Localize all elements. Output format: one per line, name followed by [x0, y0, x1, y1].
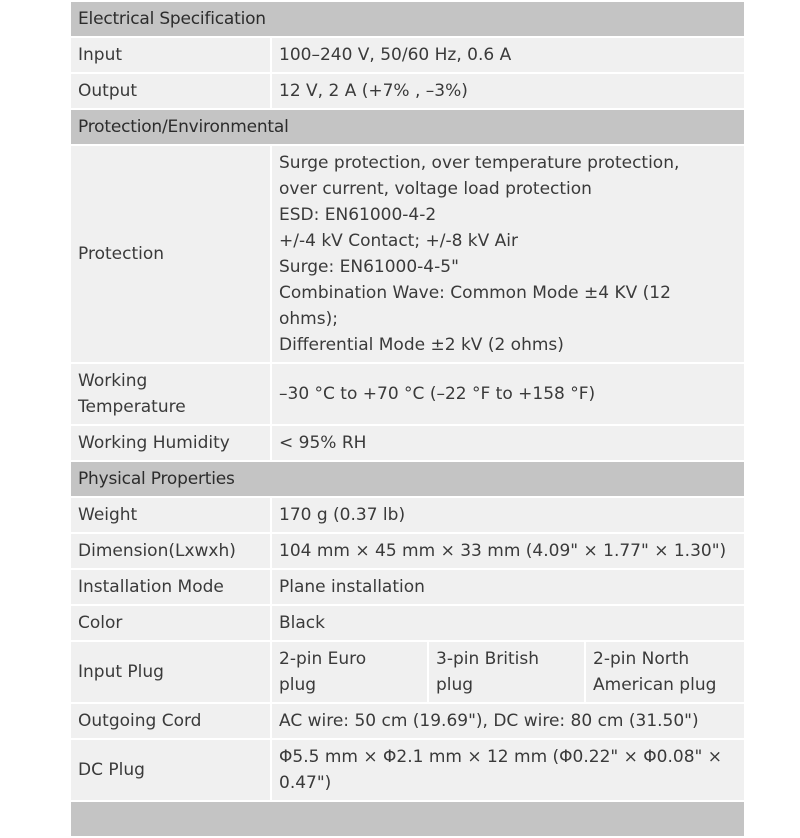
row-value: Black [272, 606, 744, 640]
row-value [272, 146, 744, 362]
row-label: Color [71, 606, 272, 640]
value-line: plug [436, 675, 474, 695]
value-line: 2-pin North [593, 649, 690, 669]
value-line: Surge protection, over temperature protection, [279, 153, 680, 173]
row-value: 170 g (0.37 lb) [272, 498, 744, 532]
value-line: 3-pin British [436, 649, 540, 669]
table-row-protection [71, 146, 744, 362]
value-line: +/-4 kV Contact; +/-8 kV Air [279, 231, 519, 251]
section-header-next [71, 802, 744, 836]
row-value: 100–240 V, 50/60 Hz, 0.6 A [272, 38, 744, 72]
row-value: –30 °C to +70 °C (–22 °F to +158 °F) [272, 364, 744, 424]
section-title: Physical Properties [78, 469, 235, 489]
table-row-output [71, 74, 744, 108]
row-label: Input Plug [71, 642, 272, 702]
section-title: Electrical Specification [78, 9, 266, 29]
value-line: plug [279, 675, 317, 695]
value-line: Differential Mode ±2 kV (2 ohms) [279, 335, 564, 355]
table-row-installation-mode [71, 570, 744, 604]
row-value: Plane installation [272, 570, 744, 604]
table-row-input [71, 38, 744, 72]
row-label: Output [71, 74, 272, 108]
value-line: ESD: EN61000-4-2 [279, 205, 437, 225]
value-line: American plug [593, 675, 717, 695]
table-row-weight [71, 498, 744, 532]
table-row-color [71, 606, 744, 640]
value-line: 0.47") [279, 773, 332, 793]
plug-option-euro [272, 642, 429, 702]
value-line: 2-pin Euro [279, 649, 367, 669]
value-line: Φ5.5 mm × Φ2.1 mm × 12 mm (Φ0.22" × Φ0.08" × [279, 747, 722, 767]
plug-option-north-american [586, 642, 744, 702]
row-value: < 95% RH [272, 426, 744, 460]
row-label: Weight [71, 498, 272, 532]
value-line: ohms); [279, 309, 338, 329]
value-line: Combination Wave: Common Mode ±4 KV (12 [279, 283, 671, 303]
table-row-working-temperature [71, 364, 744, 424]
row-label: Working Humidity [71, 426, 272, 460]
row-label: DC Plug [71, 740, 272, 800]
table-row-outgoing-cord [71, 704, 744, 738]
row-label: Outgoing Cord [71, 704, 272, 738]
plug-option-british [429, 642, 586, 702]
row-value: 104 mm × 45 mm × 33 mm (4.09" × 1.77" × 1.30") [272, 534, 744, 568]
value-line: over current, voltage load protection [279, 179, 592, 199]
table-row-input-plug [71, 642, 744, 702]
row-value: 12 V, 2 A (+7% , –3%) [272, 74, 744, 108]
value-line: Surge: EN61000-4-5" [279, 257, 459, 277]
row-value: AC wire: 50 cm (19.69"), DC wire: 80 cm (31.50") [272, 704, 744, 738]
row-label: Protection [71, 146, 272, 362]
table-row-dc-plug [71, 740, 744, 800]
row-label: Input [71, 38, 272, 72]
row-label [71, 364, 272, 424]
section-header-protection [71, 110, 744, 144]
row-value [272, 740, 744, 800]
spec-table [71, 0, 744, 838]
table-row-dimension [71, 534, 744, 568]
section-header-physical [71, 462, 744, 496]
row-label: Dimension(Lxwxh) [71, 534, 272, 568]
section-title: Protection/Environmental [78, 117, 289, 137]
label-line: Temperature [78, 397, 186, 417]
row-label: Installation Mode [71, 570, 272, 604]
section-header-electrical [71, 2, 744, 36]
table-row-working-humidity [71, 426, 744, 460]
label-line: Working [78, 371, 148, 391]
